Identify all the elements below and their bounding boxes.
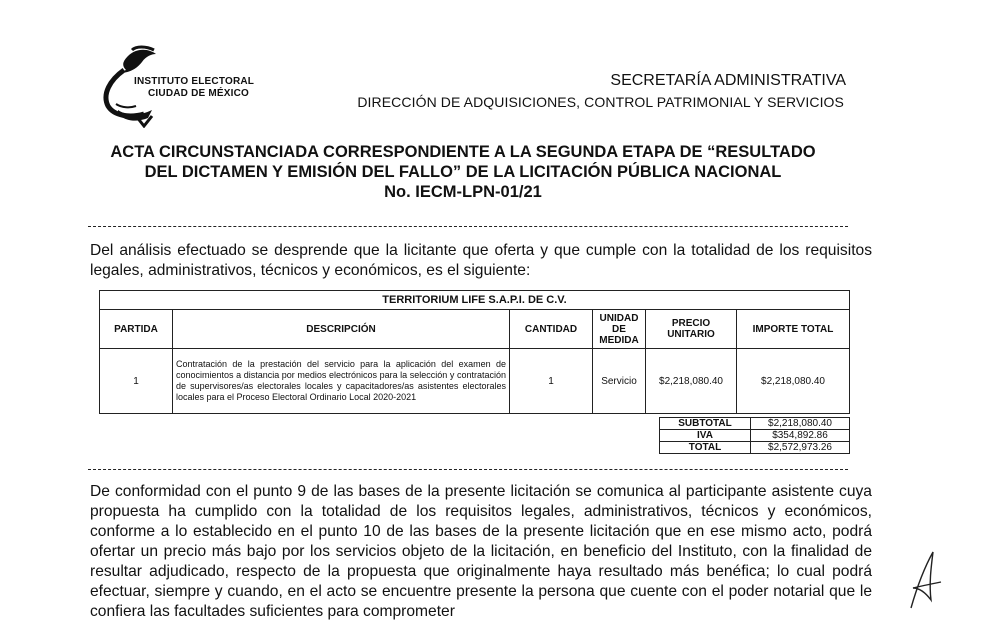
subtotal-row [660,418,850,430]
totals-table [659,417,850,454]
header-descripcion: DESCRIPCIÓN [173,310,510,349]
title-line1: ACTA CIRCUNSTANCIADA CORRESPONDIENTE A LA SEGUNDA ETAPA DE “RESULTADO [110,143,816,161]
cell-cantidad: 1 [510,349,593,414]
title-line2: DEL DICTAMEN Y EMISIÓN DEL FALLO” DE LA LICITACIÓN PÚBLICA NACIONAL [144,163,782,181]
header-partida: PARTIDA [100,310,173,349]
cell-precio: $2,218,080.40 [646,349,737,414]
body-paragraph: De conformidad con el punto 9 de las bases de la presente licitación se comunica al participante asistente cuya propuesta ha cumplido con la totalidad de los requisitos legales, administrativos, técnicos y económicos, conforme a lo establecido en el punto 10 de las bases de la presente licitación que en ese mismo acto, podrá ofertar un precio más bajo por los servicios objeto de la licitación, en beneficio del Instituto, con la finalidad de resultar adjudicado, respecto de la propuesta que originalmente haya resultado más benéfica; lo cual podrá efectuar, siempre y cuando, en el acto se encuentre presente la persona que cuente con el poder notarial que le confiera las facultades suficientes para comprometer [90,483,872,620]
logo-line1: INSTITUTO ELECTORAL [134,76,255,87]
total-row [660,442,850,454]
divider [88,469,848,470]
header-unidad: UNIDAD DE MEDIDA [593,310,646,349]
intro-paragraph: Del análisis efectuado se desprende que la licitante que oferta y que cumple con la totalidad de los requisitos legales, administrativos, técnicos y económicos, es el siguiente: [90,242,872,279]
company-name: TERRITORIUM LIFE S.A.P.I. DE C.V. [100,291,850,310]
document-title [60,142,866,202]
secretaria-heading: SECRETARÍA ADMINISTRATIVA [610,72,846,89]
table-row [100,349,850,414]
cell-partida: 1 [100,349,173,414]
header-cantidad: CANTIDAD [510,310,593,349]
bid-table [99,290,850,414]
total-value: $2,572,973.26 [751,442,850,454]
divider [88,226,848,227]
iva-value: $354,892.86 [751,430,850,442]
cell-descripcion: Contratación de la prestación del servicio para la aplicación del examen de conocimientos a distancia por medios electrónicos para la selección y contratación de supervisores/as electorales locales y capacitadores/as asistentes electorales locales para el Proceso Electoral Ordinario Local 2020-2021 [173,349,510,414]
title-line3: No. IECM-LPN-01/21 [384,183,542,201]
direccion-heading: DIRECCIÓN DE ADQUISICIONES, CONTROL PATRIMONIAL Y SERVICIOS [357,94,844,110]
subtotal-value: $2,218,080.40 [751,418,850,430]
subtotal-label: SUBTOTAL [660,418,751,430]
iva-label: IVA [660,430,751,442]
logo-text [134,76,254,100]
signature-icon [905,548,945,612]
total-label: TOTAL [660,442,751,454]
header-precio: PRECIO UNITARIO [646,310,737,349]
cell-importe: $2,218,080.40 [737,349,850,414]
logo-line2: CIUDAD DE MÉXICO [148,88,249,99]
iva-row [660,430,850,442]
header-importe: IMPORTE TOTAL [737,310,850,349]
cell-unidad: Servicio [593,349,646,414]
